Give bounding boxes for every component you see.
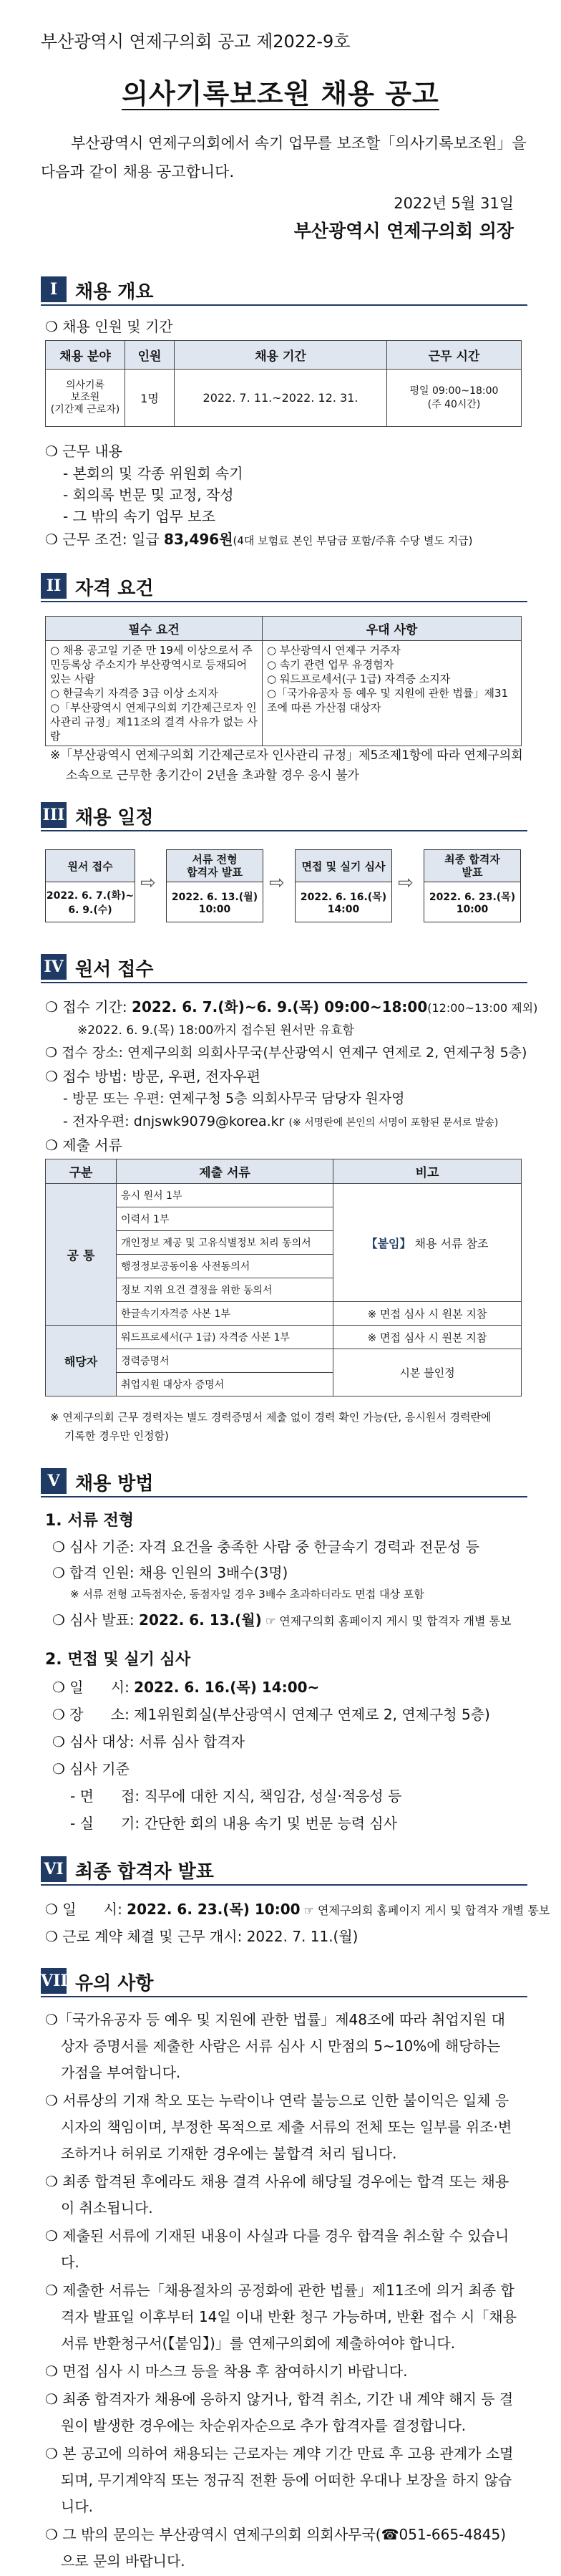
section-heading-2: [41, 573, 527, 599]
arrow-right-icon: ⇨: [398, 872, 414, 894]
th-hours: 근무 시간: [387, 341, 522, 370]
duty-item: - 그 밖의 속기 업무 보조: [63, 508, 215, 525]
list-item: ○ 한글속기 자격증 3급 이상 소지자: [50, 687, 218, 700]
section-number: I: [41, 276, 67, 302]
th-count: 인원: [125, 341, 175, 370]
method-line: - 면 접: 직무에 대한 지식, 책임감, 성실·적응성 등: [70, 1788, 402, 1805]
section-number: II: [41, 573, 67, 599]
method-line: ❍ 장 소: 제1위원회실(부산광역시 연제구 연제로 2, 연제구청 5층): [52, 1706, 490, 1723]
list-item: ○ 워드프로세서(구 1급) 자격증 소지자: [267, 672, 451, 685]
step-title: 면접 및 실기 심사: [296, 850, 391, 882]
intro-paragraph: [41, 129, 527, 186]
section-heading-3: [41, 802, 527, 828]
cell-field: 의사기록 보조원 (기간제 근로자): [46, 370, 125, 427]
apply-note: ※2022. 6. 9.(목) 18:00까지 접수된 원서만 유효함: [77, 1023, 355, 1038]
doc-item: 이력서 1부: [117, 1207, 333, 1231]
pay-condition: ❍ 근무 조건: 일급 83,496원(4대 보험료 본인 부담금 포함/주휴 수당 별도 지급): [45, 531, 473, 548]
doc-item: 경력증명서: [117, 1349, 333, 1373]
notice-date: 2022년 5월 31일: [394, 195, 514, 212]
method-line: ❍ 합격 인원: 채용 인원의 3배수(3명): [52, 1564, 288, 1581]
apply-period: ❍ 접수 기간: 2022. 6. 7.(화)~6. 9.(목) 09:00~18:00(12:00~13:00 제외): [45, 998, 538, 1016]
method-line: - 실 기: 간단한 회의 내용 속기 및 번문 능력 심사: [70, 1815, 398, 1832]
preferred-list: [263, 641, 522, 746]
extra-remark: ※ 면접 심사 시 원본 지참: [333, 1326, 522, 1349]
step-date: 2022. 6. 16.(목) 14:00: [300, 891, 387, 915]
method-heading-1: 1. 서류 전형: [45, 1512, 134, 1530]
th-preferred: 우대 사항: [263, 617, 522, 641]
contract-start: ❍ 근로 계약 체결 및 근무 개시: 2022. 7. 11.(월): [45, 1928, 358, 1945]
doc-item: 개인정보 제공 및 고유식별정보 처리 동의서: [117, 1231, 333, 1255]
section-title: 채용 개요: [75, 281, 154, 303]
schedule-step: [295, 849, 392, 922]
step-title: 최종 합격자 발표: [424, 850, 520, 882]
issuer-name: 부산광역시 연제구의회 의장: [293, 221, 514, 241]
list-item: ❍ 본 공고에 의하여 채용되는 근로자는 계약 기간 만료 후 고용 관계가 소멸되며, 무기계약직 또는 정규직 전환 등에 어떠한 우대나 보장을 하지 않습니다.: [45, 2445, 514, 2515]
section-rule: [41, 1884, 527, 1886]
section-rule: [41, 982, 527, 983]
docs-heading: ❍ 제출 서류: [45, 1137, 122, 1154]
th-category: 구분: [46, 1159, 117, 1184]
common-remark: 【붙임】 채용 서류 참조: [333, 1184, 522, 1302]
step-title: 서류 전형 합격자 발표: [167, 850, 263, 882]
step-date: 2022. 6. 23.(목) 10:00: [429, 891, 516, 915]
method-line: ❍ 심사 발표: 2022. 6. 13.(월) ☞ 연제구의회 홈페이지 게시 및 합격자 개별 통보: [52, 1611, 512, 1629]
list-item: ○「국가유공자 등 예우 및 지원에 관한 법률」제31조에 따른 가산점 대상자: [267, 687, 509, 714]
section-title: 자격 요건: [75, 578, 154, 599]
section-rule: [41, 304, 527, 306]
schedule-step: [424, 849, 521, 922]
th-period: 채용 기간: [175, 341, 387, 370]
section-heading-7: [41, 1968, 527, 1994]
qualification-note: 소속으로 근무한 총기간이 2년을 초과할 경우 응시 불가: [66, 768, 359, 783]
th-documents: 제출 서류: [117, 1159, 333, 1184]
list-item: ○「부산광역시 연제구의회 기간제근로자 인사관리 규정」제11조의 결격 사유가 없는 사람: [50, 701, 258, 743]
recruit-table: [45, 340, 522, 427]
th-field: 채용 분야: [46, 341, 125, 370]
th-required: 필수 요건: [46, 617, 263, 641]
doc-item: 행정정보공동이용 사전동의서: [117, 1255, 333, 1278]
section-number: V: [41, 1468, 67, 1494]
section-title: 원서 접수: [75, 959, 154, 980]
doc-item: 한글속기자격증 사본 1부: [117, 1302, 333, 1326]
apply-place: ❍ 접수 장소: 연제구의회 의회사무국(부산광역시 연제구 연제로 2, 연제구청 5층): [45, 1045, 527, 1061]
list-item: ❍ 제출한 서류는「채용절차의 공정화에 관한 법률」제11조에 의거 최종 합격자 발표일 이후부터 14일 이내 반환 청구 가능하며, 반환 접수 시「채용서류 반환청구서(【붙임】)」를 연제구의회에 제출하여야 합니다.: [45, 2282, 517, 2352]
table-row: [46, 1326, 522, 1349]
doc-item: 취업지원 대상자 증명서: [117, 1373, 333, 1396]
doc-item: 정보 지위 요건 결정을 위한 동의서: [117, 1278, 333, 1302]
section-heading-1: [41, 276, 527, 302]
table-row: [46, 370, 522, 427]
apply-email: - 전자우편: dnjswk9079@korea.kr (※ 서명란에 본인의 서명이 포함된 문서로 발송): [63, 1114, 499, 1129]
list-item: ○ 속기 관련 업무 유경험자: [267, 658, 394, 671]
section-title: 유의 사항: [75, 1973, 154, 1994]
qualification-note: ※「부산광역시 연제구의회 기간제근로자 인사관리 규정」제5조제1항에 따라 연제구의회: [50, 748, 523, 763]
section-heading-5: [41, 1468, 527, 1494]
notice-number: 부산광역시 연제구의회 공고 제2022-9호: [41, 32, 351, 52]
method-note: ※ 서류 전형 고득점자순, 동점자일 경우 3배수 초과하더라도 면접 대상 포함: [70, 1588, 424, 1601]
doc-item: 워드프로세서(구 1급) 자격증 사본 1부: [117, 1326, 333, 1349]
step-title: 원서 접수: [46, 850, 135, 882]
duty-item: - 본회의 및 각종 위원회 속기: [63, 465, 243, 482]
method-line: ❍ 심사 기준: 자격 요건을 충족한 사람 중 한글속기 경력과 전문성 등: [52, 1538, 479, 1555]
section-rule: [41, 1496, 527, 1497]
step-date: 2022. 6. 7.(화)~ 6. 9.(수): [46, 889, 135, 916]
docs-footnote: 기록한 경우만 인정함): [64, 1429, 169, 1442]
intro-line-2: 다음과 같이 채용 공고합니다.: [41, 163, 235, 180]
recruit-sub-heading: ❍ 채용 인원 및 기간: [45, 318, 173, 335]
list-item: ❍ 면접 심사 시 마스크 등을 착용 후 참여하시기 바랍니다.: [45, 2363, 408, 2380]
cert-remark: ※ 면접 심사 시 원본 지참: [333, 1302, 522, 1326]
list-item: ❍ 제출된 서류에 기재된 내용이 사실과 다를 경우 합격을 취소할 수 있습니다.: [45, 2227, 509, 2271]
page-title: 의사기록보조원 채용 공고: [122, 78, 439, 110]
th-remark: 비고: [333, 1159, 522, 1184]
table-row: [46, 1349, 522, 1373]
method-line: ❍ 심사 기준: [52, 1760, 130, 1777]
method-heading-2: 2. 면접 및 실기 심사: [45, 1651, 191, 1669]
duty-heading: ❍ 근무 내용: [45, 443, 122, 460]
section-heading-4: [41, 954, 527, 980]
section-number: IV: [41, 954, 67, 980]
apply-visit: - 방문 또는 우편: 연제구청 5층 의회사무국 담당자 원자영: [63, 1091, 405, 1106]
section-number: VII: [41, 1968, 67, 1994]
apply-method: ❍ 접수 방법: 방문, 우편, 전자우편: [45, 1068, 261, 1085]
method-line: ❍ 일 시: 2022. 6. 16.(목) 14:00~: [52, 1679, 320, 1696]
intro-line-1: 부산광역시 연제구의회에서 속기 업무를 보조할「의사기록보조원」을: [71, 135, 527, 152]
extra-remark-2: 시본 불인정: [333, 1349, 522, 1396]
section-title: 채용 방법: [75, 1473, 154, 1495]
section-title: 최종 합격자 발표: [75, 1861, 214, 1883]
table-row: [46, 1302, 522, 1326]
cell-period: 2022. 7. 11.~2022. 12. 31.: [175, 370, 387, 427]
method-line: ❍ 심사 대상: 서류 심사 합격자: [52, 1733, 245, 1750]
section-heading-6: [41, 1856, 527, 1882]
cell-hours: 평일 09:00~18:00 (주 40시간): [387, 370, 522, 427]
section-rule: [41, 1996, 527, 1997]
list-item: ❍ 서류상의 기재 착오 또는 누락이나 연락 불능으로 인한 불이익은 일체 응시자의 책임이며, 부정한 목적으로 제출 서류의 전체 또는 일부를 위조·변조하거나 허위로 기재한 경우에는 불합격 처리 됩니다.: [45, 2092, 512, 2162]
qualification-table: [45, 616, 522, 746]
category-common: 공 통: [46, 1184, 117, 1326]
documents-table: [45, 1159, 522, 1396]
schedule-step: [166, 849, 263, 922]
list-item: ❍ 그 밖의 문의는 부산광역시 연제구의회 의회사무국(☎051-665-4845)으로 문의 바랍니다.: [45, 2526, 506, 2570]
title-underline: [122, 109, 439, 110]
docs-footnote: ※ 연제구의회 근무 경력자는 별도 경력증명서 제출 없이 경력 확인 가능(단, 응시원서 경력란에: [50, 1411, 492, 1424]
section-rule: [41, 830, 527, 831]
list-item: ○ 채용 공고일 기준 만 19세 이상으로서 주민등록상 주소지가 부산광역시로 등재되어 있는 사람: [50, 644, 253, 685]
table-row: [46, 1184, 522, 1207]
list-item: ❍「국가유공자 등 예우 및 지원에 관한 법률」제48조에 따라 취업지원 대상자 증명서를 제출한 사람은 서류 심사 시 만점의 5~10%에 해당하는 가점을 부여합니다.: [45, 2011, 505, 2081]
caution-list: [45, 2007, 517, 2576]
section-title: 채용 일정: [75, 807, 154, 829]
required-list: [46, 641, 263, 746]
section-number: III: [41, 802, 67, 828]
schedule-step: [45, 849, 135, 922]
step-date: 2022. 6. 13.(월) 10:00: [171, 891, 258, 915]
list-item: ❍ 최종 합격자가 채용에 응하지 않거나, 합격 취소, 기간 내 계약 해지 등 결원이 발생한 경우에는 차순위자순으로 추가 합격자를 결정합니다.: [45, 2391, 514, 2434]
section-rule: [41, 601, 527, 602]
arrow-right-icon: ⇨: [140, 872, 156, 894]
cell-count: 1명: [125, 370, 175, 427]
doc-item: 응시 원서 1부: [117, 1184, 333, 1207]
final-announce: ❍ 일 시: 2022. 6. 23.(목) 10:00 ☞ 연제구의회 홈페이지 게시 및 합격자 개별 통보: [45, 1901, 550, 1918]
duty-item: - 회의록 번문 및 교정, 작성: [63, 486, 234, 503]
category-extra: 해당자: [46, 1326, 117, 1396]
list-item: ❍ 최종 합격된 후에라도 채용 결격 사유에 해당될 경우에는 합격 또는 채용이 취소됩니다.: [45, 2173, 509, 2216]
arrow-right-icon: ⇨: [269, 872, 285, 894]
list-item: ○ 부산광역시 연제구 거주자: [267, 644, 401, 657]
section-number: VI: [41, 1856, 67, 1882]
